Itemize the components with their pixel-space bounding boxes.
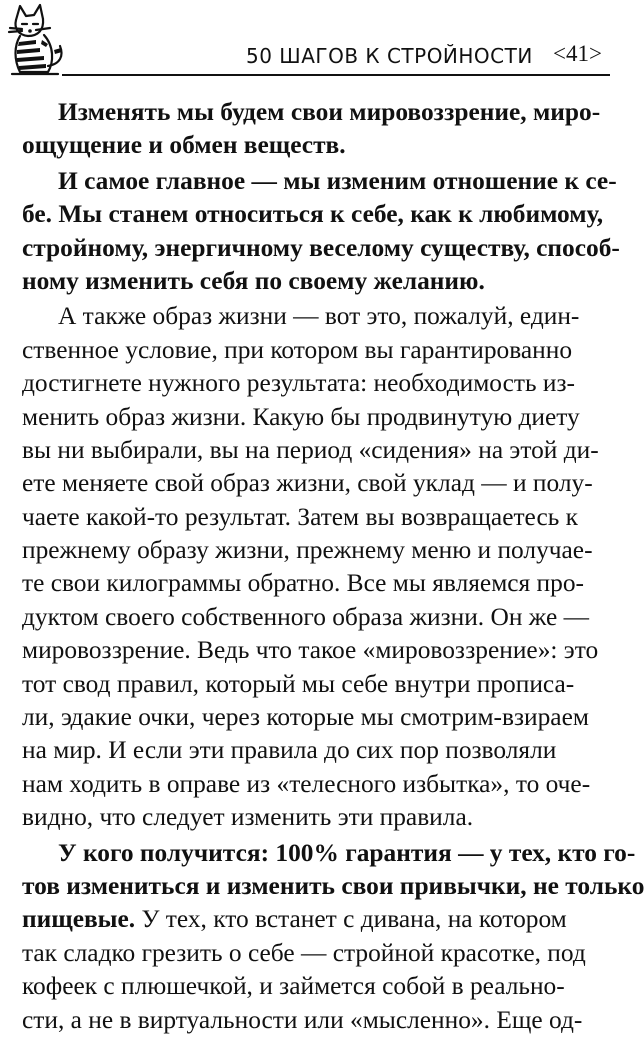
text-line	[22, 768, 606, 801]
page-header	[0, 0, 620, 82]
page-number: <41>	[553, 41, 602, 66]
text-line	[22, 232, 620, 265]
regular-text: вы ни выбирали, вы на период «сидения» на этой ди-	[22, 435, 599, 464]
text-line	[22, 434, 606, 467]
text-line	[22, 970, 606, 1003]
text-line	[22, 334, 606, 367]
regular-text: те свои килограммы обратно. Все мы являемся про-	[22, 569, 584, 598]
regular-text: кофеек с плюшечкой, и займется собой в реально-	[22, 972, 565, 1001]
text-line	[22, 129, 606, 162]
bold-text: бе. Мы станем относиться к себе, как к любимому,	[22, 200, 604, 229]
text-line	[22, 300, 606, 333]
paragraph	[22, 165, 620, 299]
regular-text: достигнете нужного результата: необходимость из-	[22, 369, 575, 398]
bold-text: ощущение и обмен веществ.	[22, 131, 346, 160]
paragraph	[22, 837, 644, 1037]
text-line	[22, 198, 606, 231]
running-title: 50 ШАГОВ К СТРОЙНОСТИ	[246, 44, 533, 68]
text-line	[22, 467, 606, 500]
regular-text: тот свод правил, который мы себе внутри прописа-	[22, 669, 575, 698]
regular-text: ли, эдакие очки, через которые мы смотрим-взираем	[22, 703, 589, 732]
regular-text: на мир. И если эти правила до сих пор позволяли	[22, 736, 557, 765]
regular-text: нам ходить в оправе из «телесного избытка», то оче-	[22, 769, 591, 798]
text-line	[22, 668, 606, 701]
bold-text: стройному, энергичному веселому существу, способ-	[22, 233, 620, 262]
regular-text: менить образ жизни. Какую бы продвинутую диету	[22, 402, 580, 431]
text-line	[22, 837, 636, 870]
bold-text: тов измениться и изменить свои привычки, не только	[22, 871, 644, 900]
text-line	[22, 734, 606, 767]
text-line	[22, 501, 606, 534]
bold-text: пищевые.	[22, 905, 136, 934]
bold-text: ному изменить себя по своему желанию.	[22, 266, 485, 295]
bold-text: И самое главное — мы изменим отношение к се-	[58, 166, 617, 195]
text-line	[22, 165, 617, 198]
body-text	[22, 96, 644, 1037]
text-line	[22, 265, 606, 298]
paragraph	[22, 300, 606, 834]
regular-text: ственное условие, при котором вы гарантированно	[22, 335, 573, 364]
regular-text: мировоззрение. Ведь что такое «мировоззрение»: это	[22, 636, 599, 665]
text-line	[22, 567, 606, 600]
text-line	[22, 801, 606, 834]
regular-text: дуктом своего собственного образа жизни. Он же —	[22, 602, 589, 631]
paragraph	[22, 96, 606, 163]
bold-text: Изменять мы будем свои мировоззрение, миро-	[58, 98, 601, 126]
text-line	[22, 601, 606, 634]
text-line	[22, 1004, 606, 1037]
text-line	[22, 534, 606, 567]
regular-text: сти, а не в виртуальности или «мысленно». Еще од-	[22, 1005, 583, 1034]
text-line	[22, 367, 606, 400]
text-line	[22, 937, 606, 970]
text-line	[22, 401, 606, 434]
regular-text: чаете какой-то результат. Затем вы возвращаетесь к	[22, 502, 578, 531]
regular-text: У тех, кто встанет с дивана, на котором	[135, 905, 567, 934]
cat-icon	[6, 2, 68, 78]
text-line	[22, 870, 644, 903]
regular-text: прежнему образу жизни, прежнему меню и получае-	[22, 536, 593, 565]
regular-text: видно, что следует изменить эти правила.	[22, 803, 474, 832]
header-rule	[62, 74, 610, 76]
regular-text: А также образ жизни — вот это, пожалуй, един-	[58, 302, 580, 331]
text-line	[22, 701, 606, 734]
text-line	[22, 96, 606, 129]
regular-text: ете меняете свой образ жизни, свой уклад — и полу-	[22, 469, 593, 498]
bold-text: У кого получится: 100% гарантия — у тех, кто го-	[58, 838, 636, 867]
regular-text: так сладко грезить о себе — стройной красотке, под	[22, 938, 586, 967]
text-line	[22, 903, 606, 936]
text-line	[22, 634, 606, 667]
